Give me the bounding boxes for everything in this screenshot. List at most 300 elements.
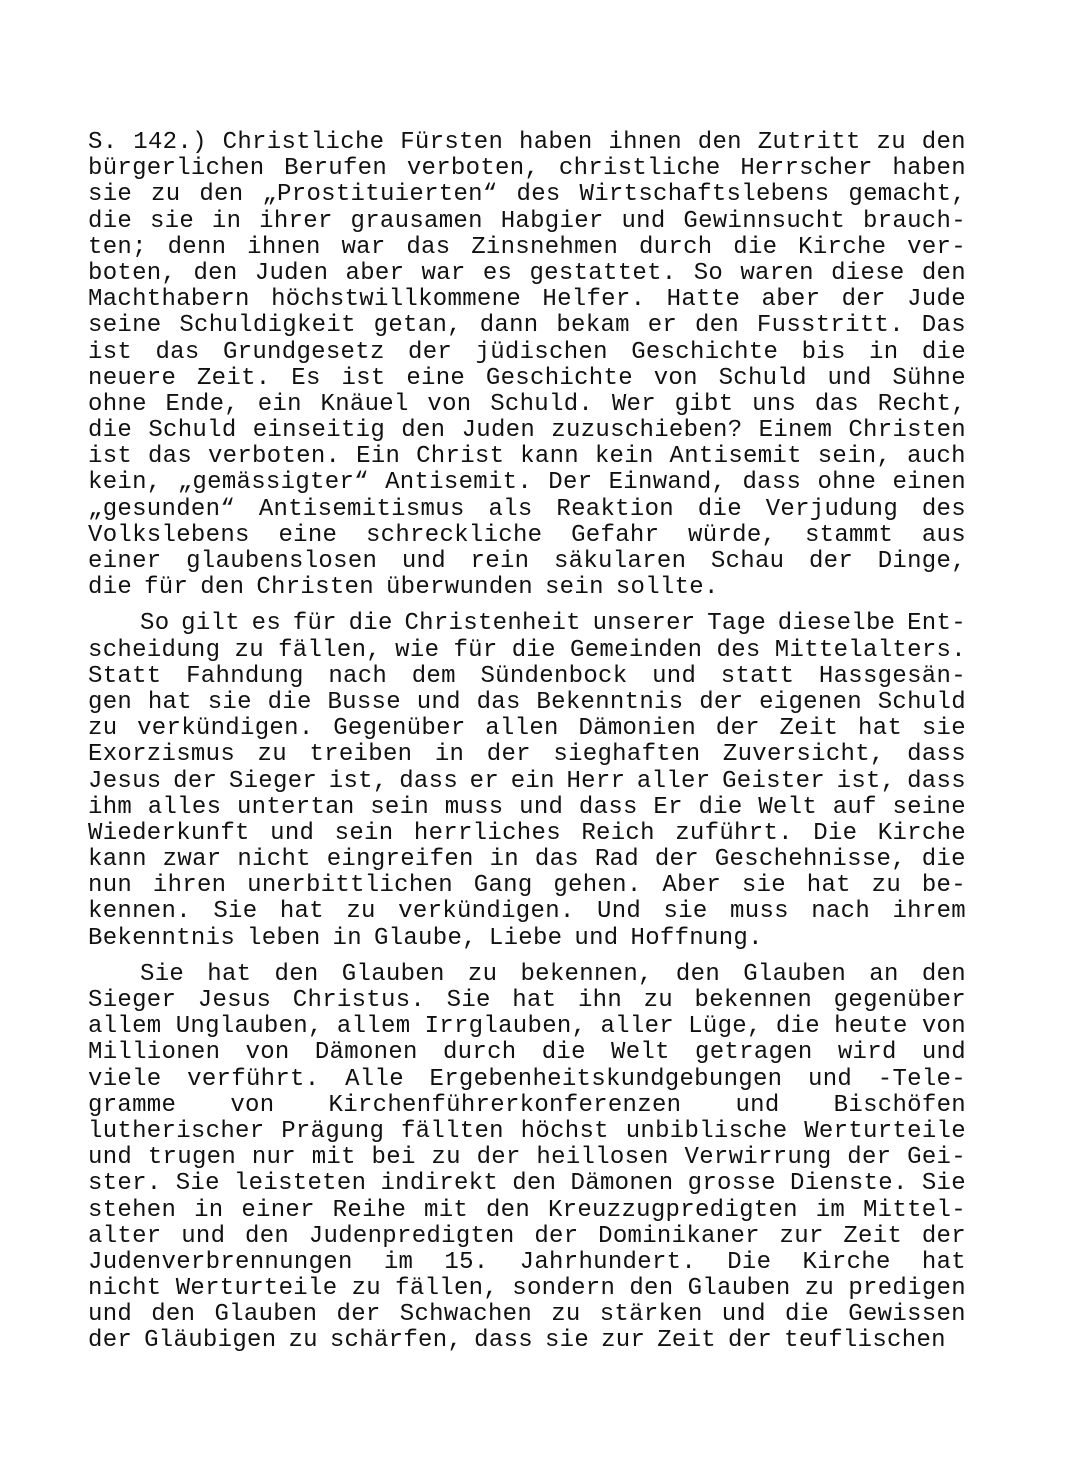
paragraph-3 xyxy=(88,962,966,1355)
word: sie xyxy=(663,898,708,926)
word: den xyxy=(193,259,238,287)
text-line xyxy=(88,130,966,156)
word: Geschichte xyxy=(485,364,633,392)
word: grausamen xyxy=(350,207,483,235)
word: ihnen xyxy=(608,129,682,156)
word: alles xyxy=(147,793,222,821)
word: Ergebenheitskundgebungen xyxy=(429,1065,783,1093)
word: verkündigen. xyxy=(137,715,314,743)
word: Verjudung xyxy=(765,495,899,523)
word: sie xyxy=(207,688,252,716)
word: sieghaften xyxy=(553,741,701,769)
word: dass xyxy=(399,767,459,795)
word: den xyxy=(629,1275,674,1303)
text-line xyxy=(88,523,966,549)
word: Sie xyxy=(213,898,258,926)
word: Kirche xyxy=(877,819,966,847)
word: Juden xyxy=(254,259,329,287)
word: S. xyxy=(88,129,118,156)
word: ist, xyxy=(836,767,896,795)
word: der xyxy=(486,741,531,769)
word: ist xyxy=(341,364,386,392)
word: im xyxy=(383,1248,414,1276)
word: Glauben xyxy=(687,1275,791,1303)
word: die xyxy=(348,610,393,638)
word: und xyxy=(88,1144,133,1172)
word: Das xyxy=(921,312,966,340)
word: Dämonen xyxy=(314,1039,418,1067)
text-line xyxy=(88,156,966,182)
text-line xyxy=(88,366,966,392)
text-line xyxy=(88,235,966,261)
word: Millionen xyxy=(88,1039,221,1067)
word: Schuldigkeit xyxy=(179,312,356,340)
word: das xyxy=(476,688,521,716)
word: Christenheit xyxy=(404,610,581,638)
text-line xyxy=(88,1198,966,1224)
text-line xyxy=(88,899,966,925)
word: war xyxy=(341,233,386,261)
word: und xyxy=(721,1301,766,1329)
word: und xyxy=(735,1091,780,1119)
word: einen xyxy=(892,469,966,497)
word: statt xyxy=(720,662,795,690)
word: und xyxy=(827,364,872,392)
word: sein xyxy=(334,819,394,847)
word: der xyxy=(841,286,886,314)
word: den xyxy=(274,960,319,988)
word: Sühne xyxy=(892,364,966,392)
word: für xyxy=(453,636,498,664)
word: die xyxy=(541,1039,586,1067)
word: in xyxy=(211,207,242,235)
word: den xyxy=(694,312,740,340)
word: Mittel- xyxy=(862,1196,966,1224)
word: würde, xyxy=(688,521,777,549)
word: Er xyxy=(653,793,683,821)
word: hat xyxy=(806,872,851,900)
word: Werturteile xyxy=(175,1275,338,1303)
word: dann xyxy=(479,312,539,340)
word: allen xyxy=(485,715,559,743)
word: kennen. xyxy=(88,898,191,926)
text-line xyxy=(88,873,966,899)
word: grosse xyxy=(687,1170,776,1198)
word: hat xyxy=(921,1248,966,1276)
word: Die xyxy=(813,819,858,847)
word: seine xyxy=(892,793,966,821)
word: zwar xyxy=(162,846,222,874)
word: Zeit. xyxy=(196,364,271,392)
word: gemacht, xyxy=(848,181,966,209)
word: den xyxy=(245,1222,290,1250)
word: viele xyxy=(88,1065,162,1093)
word: die xyxy=(88,574,133,602)
word: Schuld xyxy=(718,364,807,392)
text-line xyxy=(88,1014,966,1040)
word: kann xyxy=(88,846,147,874)
word: jüdischen xyxy=(475,338,608,366)
word: Wirtschaftslebens xyxy=(579,181,830,209)
word: eigenen xyxy=(759,688,862,716)
word: das xyxy=(406,233,451,261)
word: trugen xyxy=(147,1144,237,1172)
word: dass xyxy=(578,793,638,821)
word: sein xyxy=(370,793,430,821)
word: aller xyxy=(600,1013,674,1041)
word: Kirche xyxy=(798,233,887,261)
word: Dinge, xyxy=(877,548,966,575)
word: für xyxy=(144,574,189,602)
word: hat xyxy=(512,987,557,1014)
word: zu xyxy=(467,960,498,988)
word: Einwand, xyxy=(608,469,727,497)
text-line xyxy=(88,209,966,235)
word: gramme xyxy=(88,1091,177,1119)
word: Busse xyxy=(327,688,401,716)
text-line xyxy=(88,392,966,418)
word: Sie xyxy=(175,1170,220,1198)
word: unserer xyxy=(592,610,696,638)
word: das xyxy=(147,443,193,471)
word: Statt xyxy=(88,662,162,690)
word: höchst xyxy=(520,1117,609,1145)
word: Fusstritt. xyxy=(756,312,904,340)
word: zu xyxy=(151,181,181,209)
word: denn xyxy=(167,233,227,261)
word: zu xyxy=(346,898,376,926)
word: Juden xyxy=(461,417,536,445)
word: Ein xyxy=(356,443,401,471)
text-line xyxy=(88,470,966,496)
word: Zeit xyxy=(779,715,839,743)
word: ein xyxy=(510,767,555,795)
word: und xyxy=(652,662,697,690)
word: in xyxy=(489,846,520,874)
word: Judenpredigten xyxy=(308,1222,515,1250)
word: der xyxy=(847,1144,892,1172)
word: war xyxy=(421,259,466,287)
word: hat xyxy=(279,898,324,926)
word: Mittelalters. xyxy=(774,636,966,664)
word: der xyxy=(699,688,744,716)
word: Glauben xyxy=(214,1301,318,1329)
word: Tage xyxy=(707,610,767,638)
word: Sieger xyxy=(228,767,318,795)
word: gen xyxy=(88,688,133,716)
word: 15. xyxy=(444,1248,489,1276)
text-line xyxy=(88,1093,966,1119)
word: haben xyxy=(892,155,966,183)
word: sollte. xyxy=(615,574,719,602)
word: gibt xyxy=(674,390,734,418)
word: Jesus xyxy=(197,987,272,1014)
word: einer xyxy=(241,1196,315,1224)
word: Gefahr xyxy=(571,521,660,549)
word: heute xyxy=(834,1013,908,1041)
word: die xyxy=(88,417,133,445)
word: heillosen xyxy=(536,1144,669,1172)
word: waren xyxy=(740,259,814,287)
word: von xyxy=(921,1013,966,1041)
word: Sieger xyxy=(88,987,177,1014)
word: rein xyxy=(470,548,530,575)
word: in xyxy=(332,924,362,952)
text-line xyxy=(88,1040,966,1066)
word: zu xyxy=(288,1327,318,1355)
word: Und xyxy=(597,898,642,926)
word: Dämonen xyxy=(570,1170,674,1198)
word: „Prostituierten“ xyxy=(262,181,498,209)
word: Zinsnehmen xyxy=(471,233,619,261)
word: Irrglauben, xyxy=(424,1013,587,1041)
word: säkularen xyxy=(553,548,687,575)
word: Reaktion xyxy=(556,495,674,523)
word: ohne xyxy=(88,390,147,418)
word: Antisemit xyxy=(669,443,802,471)
word: Schuld. xyxy=(490,390,594,418)
paragraph-1 xyxy=(88,130,966,601)
word: wie xyxy=(395,636,440,664)
text-line xyxy=(88,497,966,523)
text-line xyxy=(88,340,966,366)
word: Gewissen xyxy=(848,1301,966,1329)
text-line xyxy=(88,1328,966,1354)
word: scheidung xyxy=(88,636,221,664)
word: Hatte xyxy=(666,286,741,314)
word: Helfer. xyxy=(542,286,646,314)
text-line xyxy=(88,418,966,444)
word: kein xyxy=(594,443,654,471)
word: Schwachen xyxy=(399,1301,533,1329)
word: schärfen, xyxy=(329,1327,463,1355)
word: Exorzismus xyxy=(88,741,236,769)
word: zu xyxy=(643,987,673,1014)
word: ihn xyxy=(577,987,623,1014)
word: einseitig xyxy=(252,417,386,445)
word: Christen xyxy=(848,417,966,445)
word: Reihe xyxy=(332,1196,407,1224)
word: Es xyxy=(291,364,321,392)
word: die xyxy=(785,1301,830,1329)
word: hat xyxy=(858,715,903,743)
word: die xyxy=(88,207,133,235)
word: Volkslebens xyxy=(88,521,250,549)
word: Einem xyxy=(758,417,833,445)
word: ohne xyxy=(817,469,877,497)
word: der xyxy=(728,1327,773,1355)
word: zu xyxy=(351,1275,381,1303)
word: So xyxy=(140,610,170,638)
word: Herr xyxy=(566,767,626,795)
text-line xyxy=(88,1302,966,1328)
word: der xyxy=(336,1301,381,1329)
text-line xyxy=(88,795,966,821)
text-line xyxy=(88,1276,966,1302)
word: Christ xyxy=(416,443,505,471)
word: Sündenbock xyxy=(480,662,628,690)
word: kein, xyxy=(88,469,162,497)
word: getragen xyxy=(695,1039,813,1067)
text-line xyxy=(88,1250,966,1276)
text-line xyxy=(88,1145,966,1171)
word: den xyxy=(921,259,966,287)
word: die xyxy=(698,793,743,821)
word: nun xyxy=(88,872,133,900)
word: und xyxy=(574,924,619,952)
word: Der xyxy=(548,469,593,497)
word: Berufen xyxy=(284,155,388,183)
word: Kreuzzugpredigten xyxy=(547,1196,798,1224)
word: aber xyxy=(761,286,821,314)
word: glaubenslosen xyxy=(186,548,378,575)
word: Christliche xyxy=(222,129,385,156)
word: Knäuel xyxy=(320,390,409,418)
word: aber xyxy=(345,259,405,287)
word: getan, xyxy=(373,312,462,340)
word: leben xyxy=(247,924,321,952)
word: allem xyxy=(336,1013,411,1041)
word: sie xyxy=(741,872,787,900)
word: der xyxy=(408,338,453,366)
word: indirekt xyxy=(380,1170,499,1198)
word: Werturteile xyxy=(804,1117,966,1145)
word: Dominikaner xyxy=(598,1222,760,1250)
word: brauch- xyxy=(862,207,966,235)
word: Dämonien xyxy=(578,715,697,743)
word: predigen xyxy=(848,1275,966,1303)
paragraph-2 xyxy=(88,611,966,951)
word: Christus. xyxy=(292,987,426,1014)
word: „gemässigter“ xyxy=(177,469,369,497)
word: -Tele- xyxy=(877,1065,966,1093)
word: Zuversicht, xyxy=(722,741,885,769)
word: von xyxy=(245,1039,290,1067)
word: teuflischen xyxy=(784,1327,946,1355)
word: der xyxy=(173,767,218,795)
word: Glauben xyxy=(341,960,445,988)
word: Bekenntnis xyxy=(88,924,236,952)
word: der xyxy=(921,1222,966,1250)
word: muss xyxy=(730,898,789,926)
word: mit xyxy=(311,1144,356,1172)
word: Geschichte xyxy=(631,338,779,366)
word: zu xyxy=(871,872,902,900)
word: Judenverbrennungen xyxy=(88,1248,353,1276)
word: den xyxy=(485,1196,531,1224)
word: nach xyxy=(328,662,388,690)
word: Habgier xyxy=(500,207,604,235)
text-line xyxy=(88,1067,966,1093)
word: zur xyxy=(601,1327,646,1355)
word: die xyxy=(921,846,966,874)
word: eine xyxy=(406,364,466,392)
text-line xyxy=(88,1171,966,1197)
word: unerbittlichen xyxy=(247,872,453,900)
word: hat xyxy=(207,960,252,988)
word: von xyxy=(653,364,698,392)
word: Jude xyxy=(907,286,966,314)
word: Prägung xyxy=(281,1117,385,1145)
word: dass xyxy=(907,767,966,795)
word: Unglauben, xyxy=(175,1013,323,1041)
word: gehen. xyxy=(553,872,642,900)
word: stärken xyxy=(599,1301,703,1329)
word: ist, xyxy=(328,767,388,795)
word: zu xyxy=(234,636,264,664)
word: So xyxy=(693,259,724,287)
word: und xyxy=(519,793,564,821)
word: Gläubigen xyxy=(144,1327,277,1355)
word: Dienste. xyxy=(790,1170,908,1198)
word: Lüge, xyxy=(688,1013,762,1041)
word: Zutritt xyxy=(757,129,861,156)
word: Glaube, xyxy=(373,924,477,952)
word: bekennen, xyxy=(520,960,653,988)
word: der xyxy=(654,846,699,874)
word: zu xyxy=(551,1301,581,1329)
word: ihrer xyxy=(259,207,333,235)
text-line xyxy=(88,444,966,470)
word: für xyxy=(292,610,337,638)
text-line xyxy=(88,821,966,847)
text-line xyxy=(88,962,966,988)
word: das xyxy=(534,846,579,874)
word: Verwirrung xyxy=(684,1144,832,1172)
word: den xyxy=(921,129,966,156)
word: verboten, xyxy=(406,155,540,183)
word: gegenüber xyxy=(833,987,966,1014)
word: Bischöfen xyxy=(833,1091,966,1119)
text-line xyxy=(88,575,966,601)
word: be- xyxy=(921,872,966,900)
word: ster. xyxy=(88,1170,162,1198)
word: ist xyxy=(88,443,133,471)
word: Welt xyxy=(611,1039,670,1067)
word: Aber xyxy=(662,872,722,900)
word: die xyxy=(267,688,312,716)
word: Schau xyxy=(710,548,785,575)
text-line xyxy=(88,287,966,313)
word: Zeit xyxy=(843,1222,903,1250)
word: verführt. xyxy=(187,1065,320,1093)
text-line xyxy=(88,664,966,690)
word: Sie xyxy=(446,987,491,1014)
word: Rad xyxy=(594,846,639,874)
word: christliche xyxy=(558,155,721,183)
word: untertan xyxy=(236,793,355,821)
word: Welt xyxy=(758,793,818,821)
word: ihm xyxy=(88,793,133,821)
word: verboten. xyxy=(207,443,341,471)
word: kann xyxy=(520,443,579,471)
text-line xyxy=(88,549,966,575)
word: Antisemitismus xyxy=(258,495,465,523)
word: Gang xyxy=(473,872,533,900)
word: und xyxy=(181,1222,226,1250)
word: und xyxy=(808,1065,853,1093)
word: Sie xyxy=(921,1170,966,1198)
word: auch xyxy=(907,443,966,471)
word: durch xyxy=(442,1039,517,1067)
word: zuzuschieben? xyxy=(551,417,743,445)
text-line xyxy=(88,1119,966,1145)
word: Gegenüber xyxy=(333,715,466,743)
word: und xyxy=(88,1301,133,1329)
text-line xyxy=(88,182,966,208)
word: gestattet. xyxy=(529,259,677,287)
word: die xyxy=(775,1013,820,1041)
